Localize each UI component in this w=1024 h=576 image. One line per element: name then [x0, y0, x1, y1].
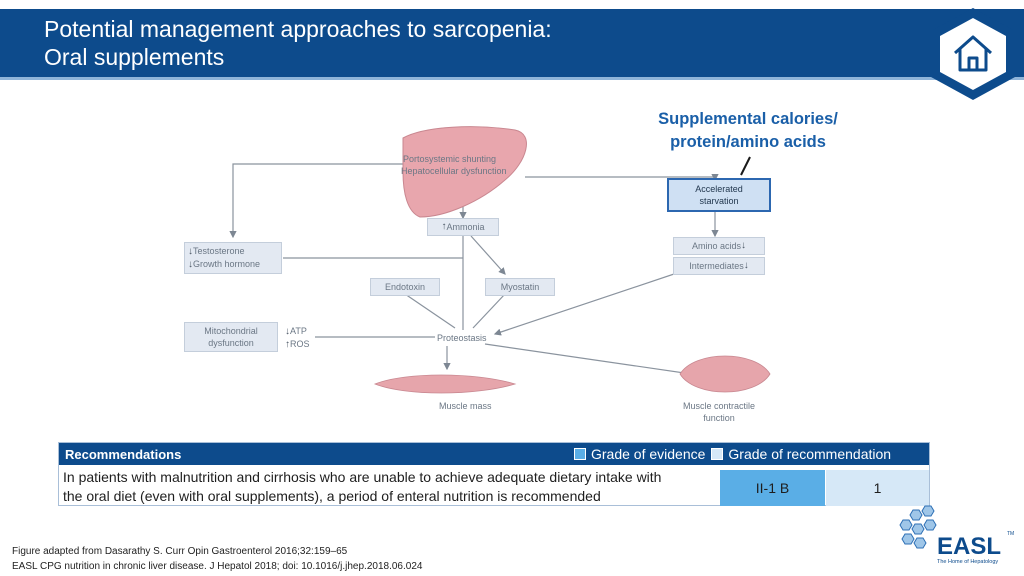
testosterone-label: Testosterone: [193, 246, 245, 256]
atp-down-arrow: ↓: [285, 326, 290, 337]
footnote: [12, 544, 422, 574]
hormone-node: [184, 242, 282, 274]
recommendations-title: Recommendations: [65, 447, 182, 462]
home-button[interactable]: [925, 6, 1021, 102]
recommendations-header: [59, 443, 929, 465]
easl-logo-tagline: The Home of Hepatology: [937, 559, 999, 565]
intermediates-label: Intermediates: [689, 261, 744, 271]
easl-logo-text: EASL: [937, 533, 1002, 560]
recommendation-legend-label: Grade of recommendation: [728, 446, 892, 462]
ros-text: ROS: [290, 339, 310, 349]
growth-hormone-down-arrow: ↓: [188, 259, 193, 270]
recommendation-text: [63, 468, 718, 506]
footnote-line2: EASL CPG nutrition in chronic liver disease. J Hepatol 2018; doi: 10.1016/j.jhep.2018.06.024: [12, 561, 423, 572]
mitochondrial-node: [184, 322, 278, 352]
footnote-line1: Figure adapted from Dasarathy S. Curr Opin Gastroenterol 2016;32:159–65: [12, 546, 348, 557]
myostatin-node: Myostatin: [485, 278, 555, 296]
callout-line1: Supplemental calories/: [658, 110, 838, 128]
testosterone-down-arrow: ↓: [188, 246, 193, 257]
recommendation-text-line2: the oral diet (even with oral supplements), a period of enteral nutrition is recommended: [63, 488, 601, 504]
accelerated-starvation-node: [667, 178, 771, 212]
ros-label: [285, 338, 310, 351]
ros-up-arrow: ↑: [285, 339, 290, 350]
grade-legend: [574, 443, 897, 465]
slide-title: [44, 15, 552, 71]
easl-logo: [895, 504, 1015, 568]
ammonia-node: [427, 218, 499, 236]
mito-label-2: dysfunction: [208, 338, 254, 348]
starvation-label-2: starvation: [699, 196, 739, 206]
sarcopenia-pathway-diagram: [175, 122, 775, 432]
contractile-label: [679, 400, 759, 424]
recommendation-text-line1: In patients with malnutrition and cirrhosis who are unable to achieve adequate dietary intake with: [63, 469, 662, 485]
grade-evidence-cell: II-1 B: [720, 470, 825, 506]
proteostasis-label: Proteostasis: [437, 333, 487, 343]
slide-title-line1: Potential management approaches to sarcopenia:: [44, 16, 552, 42]
endotoxin-node: Endotoxin: [370, 278, 440, 296]
muscle-mass-label: Muscle mass: [439, 401, 492, 411]
evidence-swatch: [574, 448, 586, 460]
ammonia-label: Ammonia: [446, 222, 485, 232]
recommendations-table: [58, 442, 930, 506]
recommendation-swatch: [711, 448, 723, 460]
slide-title-line2: Oral supplements: [44, 44, 225, 70]
header-stripe: [0, 77, 1024, 80]
liver-label-1: Portosystemic shunting: [403, 154, 497, 164]
starvation-label-1: Accelerated: [695, 184, 743, 194]
callout-line2: protein/amino acids: [670, 133, 826, 151]
ammonia-up-arrow: ↑: [441, 221, 447, 232]
growth-hormone-label: Growth hormone: [193, 259, 261, 269]
muscle-contractile-illustration: [680, 356, 770, 392]
atp-label: [285, 325, 307, 338]
easl-logo-tm: TM: [1007, 531, 1015, 537]
grade-recommendation-cell: 1: [826, 470, 929, 506]
contractile-label-2: function: [703, 413, 735, 423]
liver-label-2: Hepatocellular dysfunction: [401, 166, 507, 176]
intermediates-down-arrow: ↓: [743, 260, 749, 271]
muscle-mass-illustration: [375, 375, 515, 393]
amino-acids-node: [673, 237, 765, 255]
mito-label-1: Mitochondrial: [204, 326, 258, 336]
intermediates-node: [673, 257, 765, 275]
contractile-label-1: Muscle contractile: [682, 401, 756, 411]
amino-acids-down-arrow: ↓: [741, 240, 747, 251]
evidence-legend-label: Grade of evidence: [591, 446, 706, 462]
amino-acids-label: Amino acids: [691, 241, 742, 251]
atp-text: ATP: [290, 326, 307, 336]
